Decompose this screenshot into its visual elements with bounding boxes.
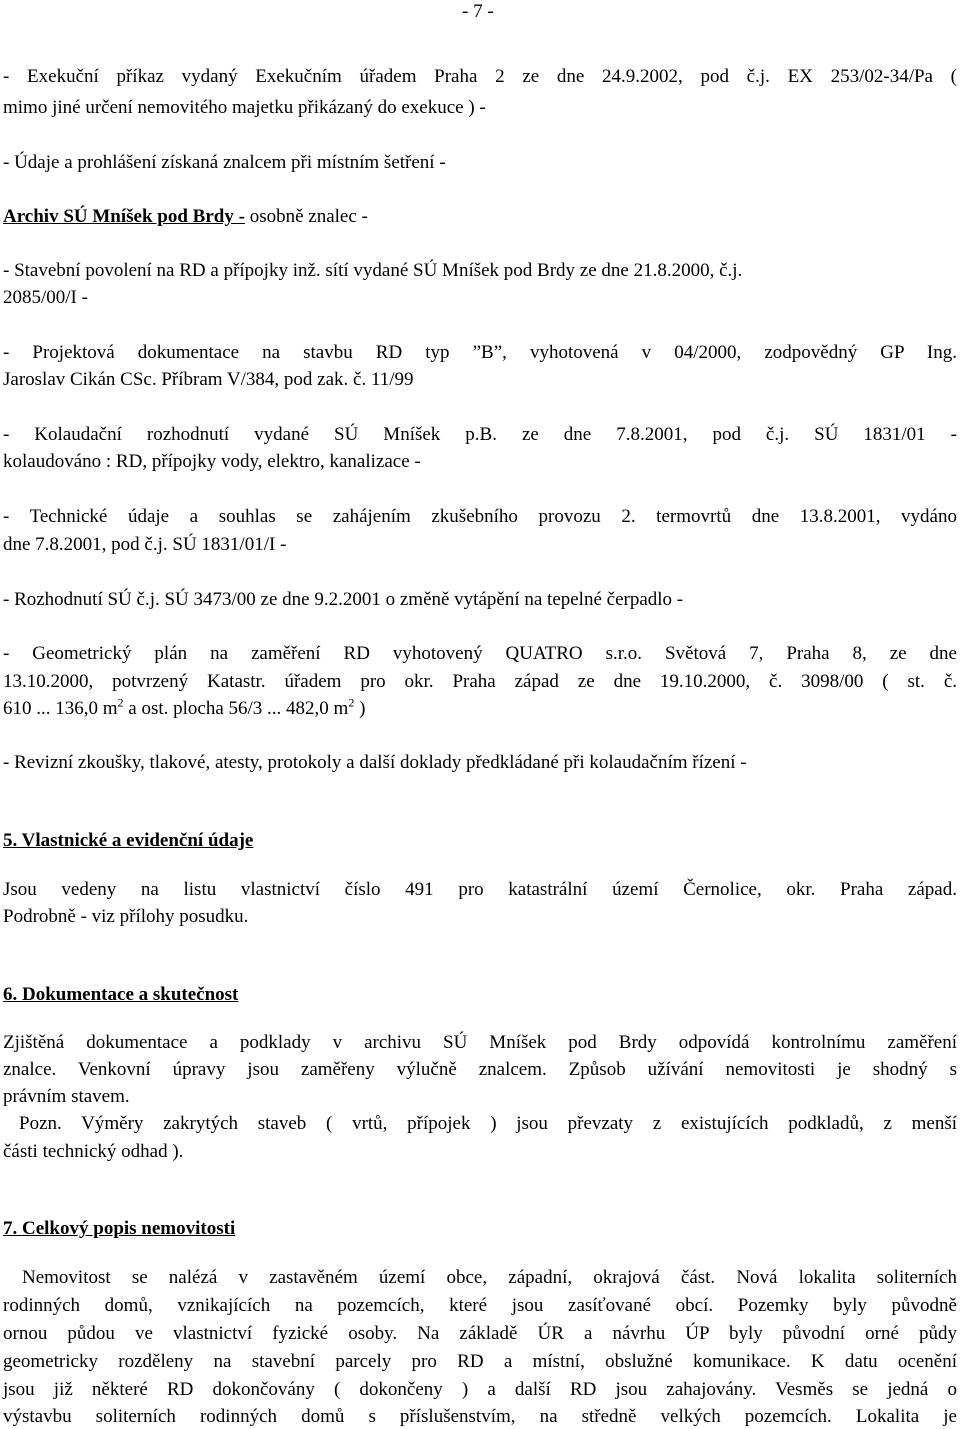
text-line: - Geometrický plán na zaměření RD vyhotovený QUATRO s.r.o. Světová 7, Praha 8, ze dne	[3, 643, 957, 664]
text-line: právním stavem.	[3, 1086, 130, 1107]
text-line: - Rozhodnutí SÚ č.j. SÚ 3473/00 ze dne 9.2.2001 o změně vytápění na tepelné čerpadlo -	[3, 589, 684, 610]
section-heading: 6. Dokumentace a skutečnost	[3, 984, 239, 1005]
area-exponent: 2	[348, 695, 355, 710]
text-line: Pozn. Výměry zakrytých staveb ( vrtů, přípojek ) jsou převzaty z existujících podkladů, z menší	[19, 1113, 957, 1134]
text-line: jsou již některé RD dokončovány ( dokončeny ) a další RD jsou zahajovány. Vesměs se jedná o	[3, 1379, 957, 1400]
text-line: kolaudováno : RD, přípojky vody, elektro, kanalizace -	[3, 451, 421, 472]
text-line: 13.10.2000, potvrzený Katastr. úřadem pro okr. Praha západ ze dne 19.10.2000, č. 3098/00 ( st. č.	[3, 671, 957, 692]
text-line: části technický odhad ).	[3, 1141, 184, 1162]
section-heading: 7. Celkový popis nemovitosti	[3, 1218, 236, 1239]
text-line: - Projektová dokumentace na stavbu RD typ ”B”, vyhotovená v 04/2000, zodpovědný GP Ing.	[3, 342, 957, 363]
text-line: výstavbu soliterních rodinných domů s příslušenstvím, na středně velkých pozemcích. Lokalita je	[3, 1406, 957, 1427]
text-line: mimo jiné určení nemovitého majetku přikázaný do exekuce ) -	[3, 97, 486, 118]
archive-label: Archiv SÚ Mníšek pod Brdy -	[3, 206, 245, 227]
text-line: - Kolaudační rozhodnutí vydané SÚ Mníšek p.B. ze dne 7.8.2001, pod č.j. SÚ 1831/01 -	[3, 424, 957, 445]
text-line: Nemovitost se nalézá v zastavěném území obce, západní, okrajová část. Nová lokalita soliterních	[22, 1267, 957, 1288]
area-line	[3, 697, 957, 720]
area-text: )	[354, 698, 366, 719]
archive-note: osobně znalec -	[244, 206, 368, 227]
text-line: Jsou vedeny na listu vlastnictví číslo 491 pro katastrální území Černolice, okr. Praha západ.	[3, 879, 957, 900]
archive-line	[3, 205, 957, 228]
text-line: - Technické údaje a souhlas se zahájením zkušebního provozu 2. termovrtů dne 13.8.2001, vydáno	[3, 506, 957, 527]
area-text: a ost. plocha 56/3 ... 482,0 m	[123, 698, 349, 719]
text-line: ornou půdou ve vlastnictví fyzické osoby. Na základě ÚR a návrhu ÚP byly původní orné půdy	[3, 1323, 957, 1344]
text-line: dne 7.8.2001, pod č.j. SÚ 1831/01/I -	[3, 534, 287, 555]
section-heading: 5. Vlastnické a evidenční údaje	[3, 830, 254, 851]
text-line: Zjištěná dokumentace a podklady v archivu SÚ Mníšek pod Brdy odpovídá kontrolnímu zaměření	[3, 1032, 957, 1053]
text-line: Podrobně - viz přílohy posudku.	[3, 906, 249, 927]
area-text: 610 ... 136,0 m	[3, 698, 118, 719]
area-exponent: 2	[117, 695, 124, 710]
text-line: rodinných domů, vznikajících na pozemcích, které jsou zasíťované obcí. Pozemky byly původně	[3, 1295, 957, 1316]
text-line: - Údaje a prohlášení získaná znalcem při místním šetření -	[3, 152, 446, 173]
text-line: znalce. Venkovní úpravy jsou zaměřeny výlučně znalcem. Způsob užívání nemovitosti je shodný s	[3, 1059, 957, 1080]
page-number: - 7 -	[462, 1, 494, 22]
text-line: geometricky rozděleny na stavební parcely pro RD a místní, obslužné komunikace. K datu ocenění	[3, 1351, 957, 1372]
text-line: - Revizní zkoušky, tlakové, atesty, protokoly a další doklady předkládané při kolaudačním řízení -	[3, 752, 747, 773]
text-line: - Exekuční příkaz vydaný Exekučním úřadem Praha 2 ze dne 24.9.2002, pod č.j. EX 253/02-34/Pa (	[3, 66, 957, 87]
text-line: Jaroslav Cikán CSc. Příbram V/384, pod zak. č. 11/99	[3, 369, 414, 390]
text-line: 2085/00/I -	[3, 287, 88, 308]
text-line: - Stavební povolení na RD a přípojky inž. sítí vydané SÚ Mníšek pod Brdy ze dne 21.8.2000, č.j.	[3, 260, 743, 281]
